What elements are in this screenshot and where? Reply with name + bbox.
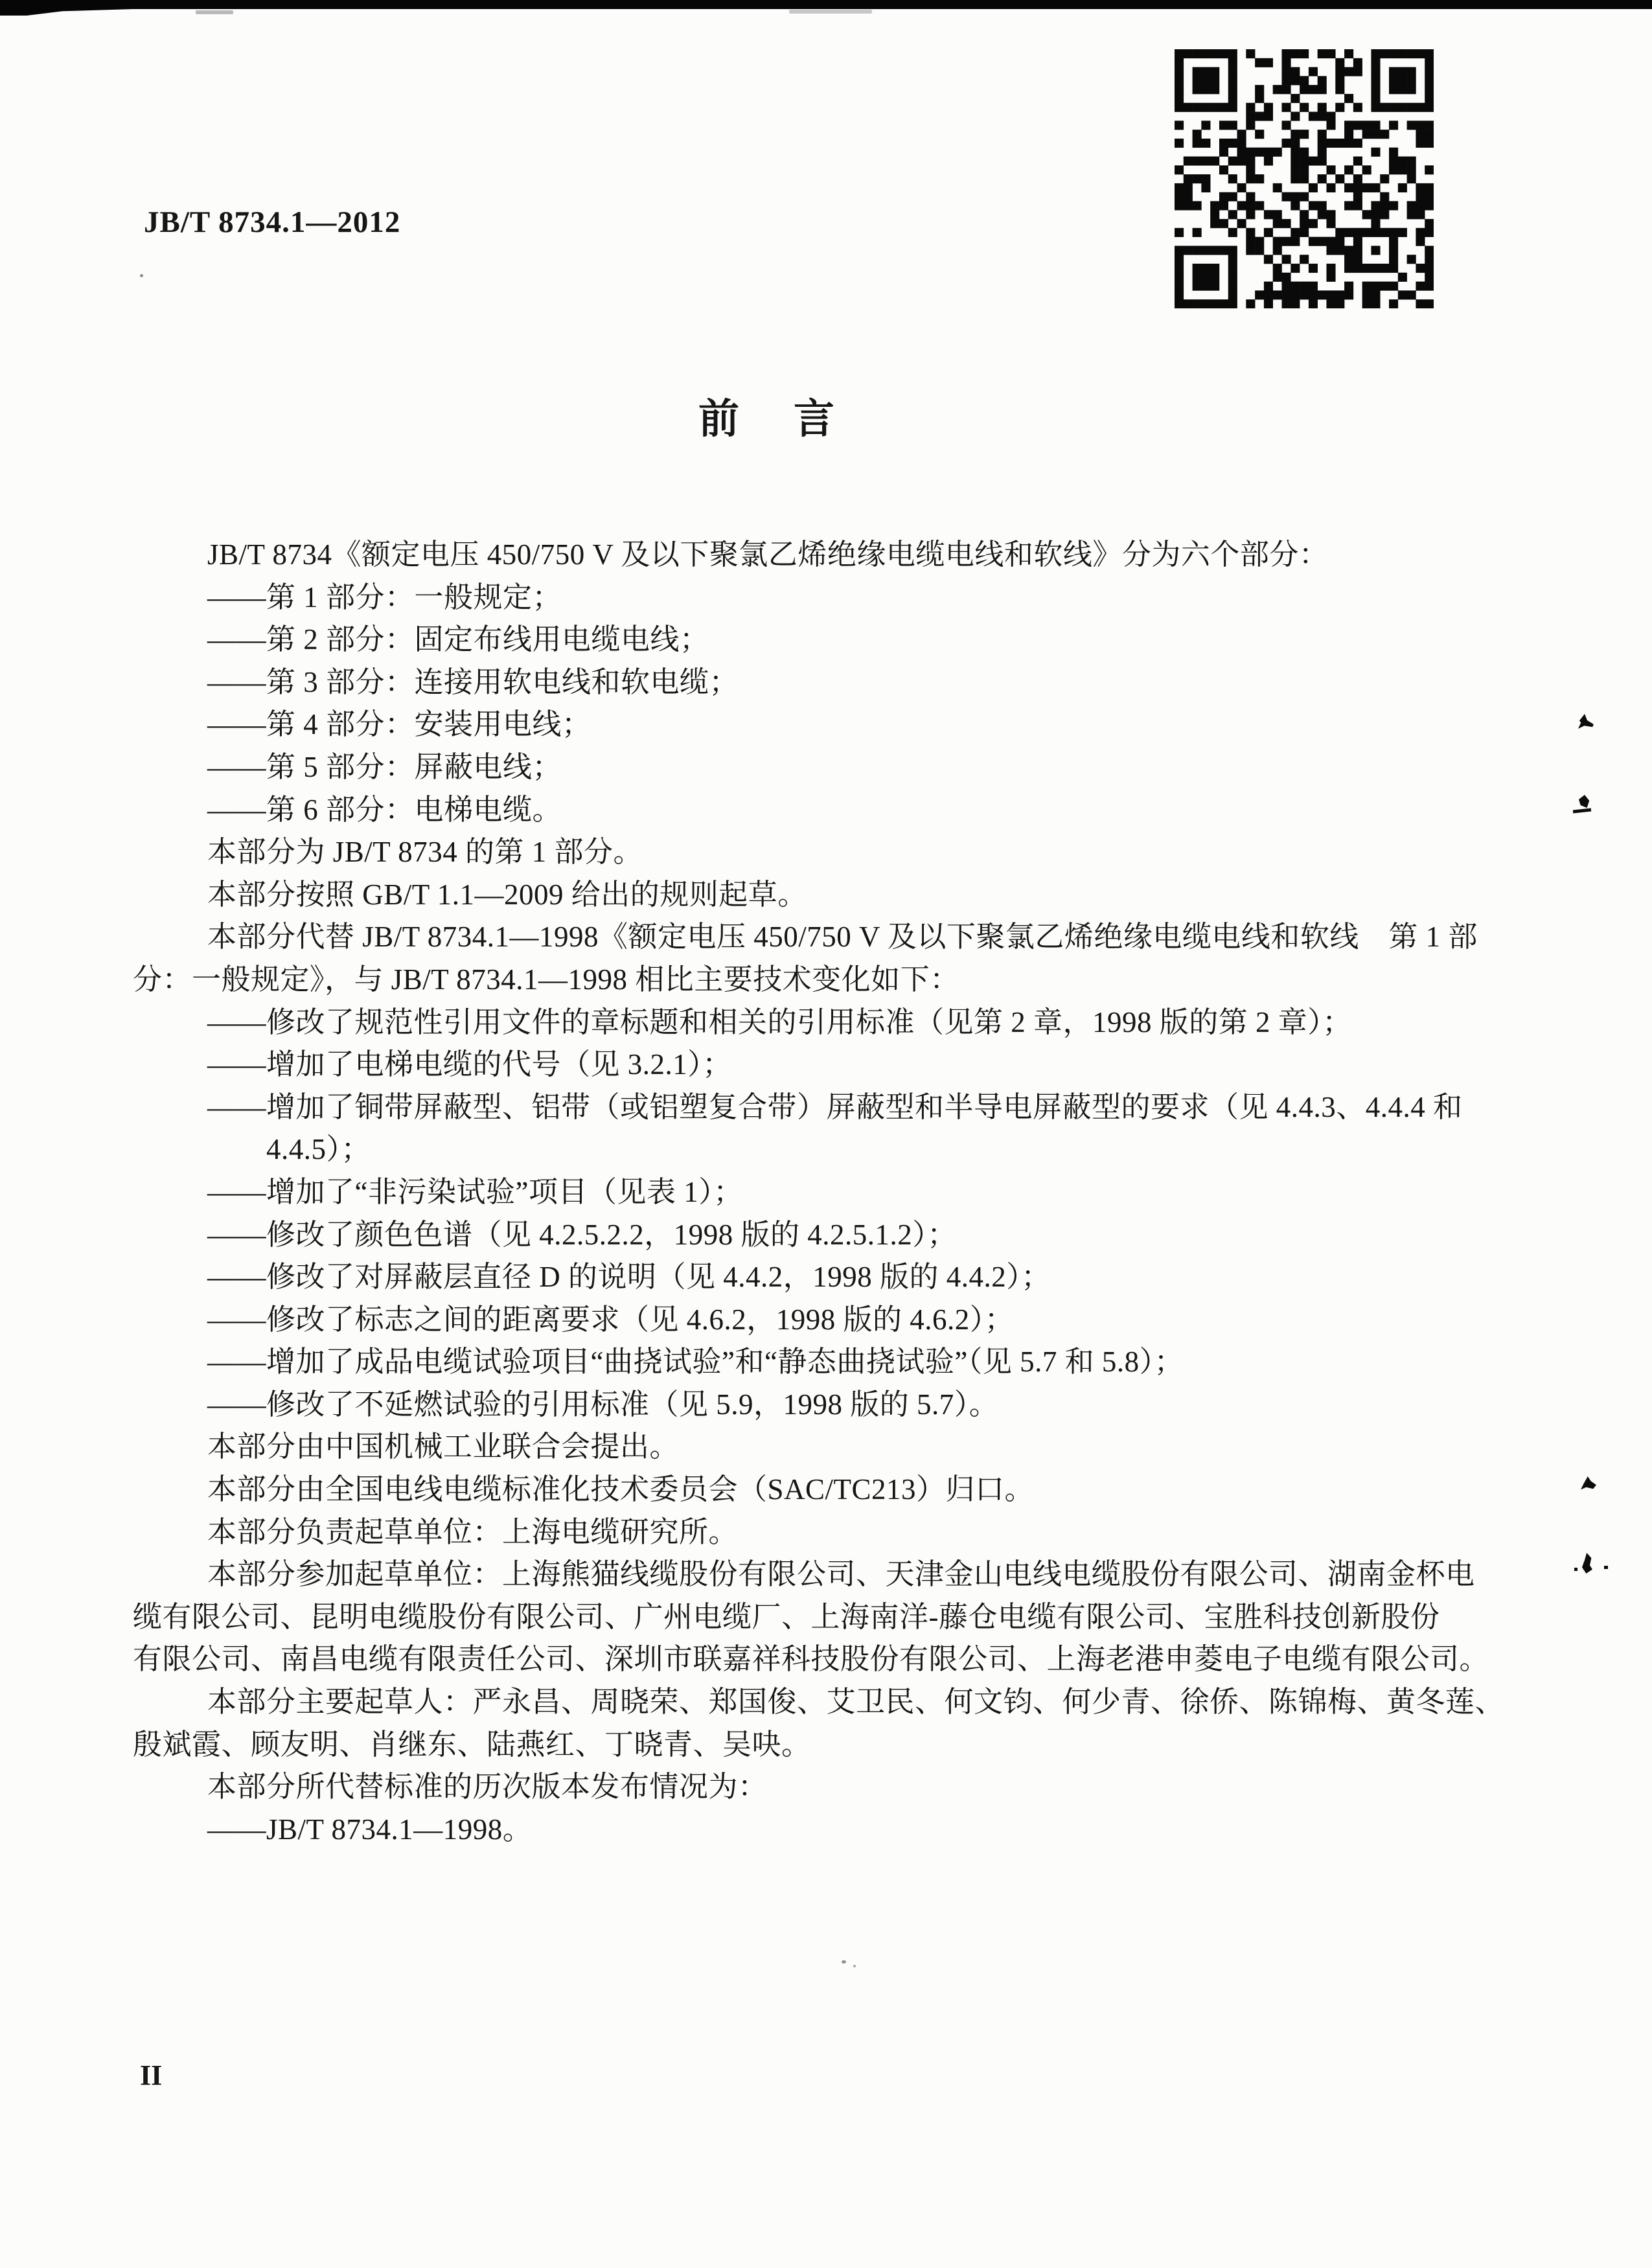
text-line: JB/T 8734《额定电压 450/750 V 及以下聚氯乙烯绝缘电缆电线和软线》分为六个部分：: [207, 538, 1329, 571]
text-line: 分：一般规定》，与 JB/T 8734.1—1998 相比主要技术变化如下：: [133, 963, 959, 996]
text-line: 本部分负责起草单位：上海电缆研究所。: [207, 1515, 739, 1548]
text-line: ——增加了成品电缆试验项目“曲挠试验”和“静态曲挠试验”（见 5.7 和 5.8）；: [207, 1346, 1184, 1379]
text-line: 本部分由全国电线电缆标准化技术委员会（SAC/TC213）归口。: [207, 1473, 1035, 1506]
text-line: ——增加了电梯电缆的代号（见 3.2.1）；: [207, 1048, 732, 1081]
text-line: ——第 3 部分：连接用软电线和软电缆；: [207, 665, 739, 698]
scan-smudge: [196, 10, 233, 14]
text-line: ——修改了规范性引用文件的章标题和相关的引用标准（见第 2 章，1998 版的第 2 章）；: [207, 1005, 1352, 1038]
text-line: ——第 4 部分：安装用电线；: [207, 708, 591, 741]
text-line: ——修改了颜色色谱（见 4.2.5.2.2，1998 版的 4.2.5.1.2）；: [207, 1218, 957, 1251]
text-line: 本部分参加起草单位：上海熊猫线缆股份有限公司、天津金山电线电缆股份有限公司、湖南金杯电: [207, 1558, 1475, 1591]
text-line: 本部分按照 GB/T 1.1—2009 给出的规则起草。: [207, 878, 807, 911]
text-line: ——修改了不延燃试验的引用标准（见 5.9，1998 版的 5.7）。: [207, 1388, 999, 1421]
text-line: 本部分所代替标准的历次版本发布情况为：: [207, 1770, 768, 1804]
text-line: ——修改了标志之间的距离要求（见 4.6.2，1998 版的 4.6.2）；: [207, 1303, 1015, 1336]
text-line: ——修改了对屏蔽层直径 D 的说明（见 4.4.2，1998 版的 4.4.2）；: [207, 1261, 1051, 1294]
text-line: ——增加了“非污染试验”项目（见表 1）；: [207, 1175, 743, 1208]
page-number: II: [140, 2059, 163, 2091]
text-line: ——第 6 部分：电梯电缆。: [207, 793, 562, 826]
foreword-body: [133, 534, 1616, 1851]
scan-speck: [140, 274, 143, 277]
text-line: ——第 2 部分：固定布线用电缆电线；: [207, 623, 709, 656]
text-line: ——JB/T 8734.1—1998。: [207, 1813, 533, 1846]
text-line: ——第 5 部分：屏蔽电线；: [207, 750, 562, 783]
scan-edge-band: [0, 0, 1652, 9]
text-line: 缆有限公司、昆明电缆股份有限公司、广州电缆厂、上海南洋-藤仓电缆有限公司、宝胜科技创新股份: [133, 1600, 1440, 1633]
scan-edge-wedge: [0, 0, 149, 16]
text-line: ——第 1 部分：一般规定；: [207, 580, 562, 613]
text-line: 殷斌霞、顾友明、肖继东、陆燕红、丁晓青、吴吷。: [133, 1728, 811, 1761]
page-title: 前言: [698, 396, 889, 442]
scan-smudge: [789, 10, 872, 14]
qr-code-icon: [1175, 49, 1434, 308]
text-line: 4.4.5）；: [266, 1133, 371, 1166]
standard-number: JB/T 8734.1—2012: [144, 205, 401, 239]
text-line: 有限公司、南昌电缆有限责任公司、深圳市联嘉祥科技股份有限公司、上海老港申菱电子电缆有限公司。: [133, 1643, 1489, 1676]
scan-speck: [853, 1965, 856, 1967]
text-line: 本部分主要起草人：严永昌、周晓荣、郑国俊、艾卫民、何文钧、何少青、徐侨、陈锦梅、黄冬莲、: [207, 1686, 1505, 1719]
text-line: 本部分为 JB/T 8734 的第 1 部分。: [207, 836, 643, 869]
text-line: 本部分由中国机械工业联合会提出。: [207, 1430, 680, 1463]
text-line: ——增加了铜带屏蔽型、铝带（或铝塑复合带）屏蔽型和半导电屏蔽型的要求（见 4.4.3、4.4.4 和: [207, 1090, 1463, 1123]
scan-speck: [842, 1960, 846, 1964]
text-line: 本部分代替 JB/T 8734.1—1998《额定电压 450/750 V 及以下聚氯乙烯绝缘电缆电线和软线 第 1 部: [207, 921, 1478, 954]
